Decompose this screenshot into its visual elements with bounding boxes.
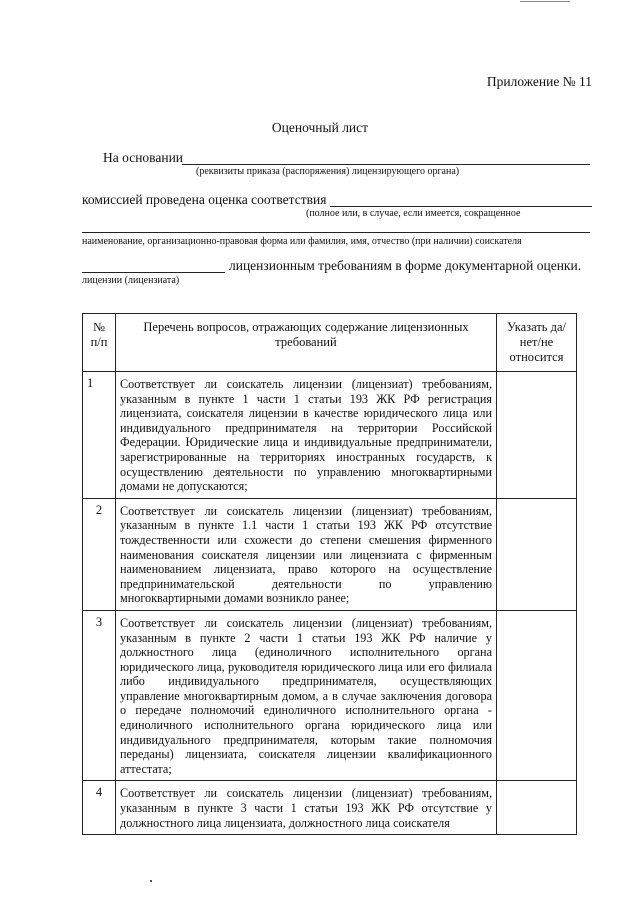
row-answer-cell[interactable] (497, 372, 577, 499)
document-title: Оценочный лист (271, 120, 369, 135)
commission-underline (330, 206, 592, 207)
license-hint: лицензии (лицензиата) (82, 275, 180, 286)
name-underline (82, 232, 590, 233)
row-question-cell (116, 781, 497, 835)
header-question: Перечень вопросов, отражающих содержание лицензионных требований (116, 314, 497, 372)
header-num: № п/п (83, 314, 116, 372)
requirements-table (82, 313, 577, 835)
row-number: 4 (83, 781, 116, 835)
table-row (83, 781, 577, 835)
table-header-row (83, 314, 577, 372)
scan-dot (150, 880, 152, 882)
scan-mark (520, 0, 570, 2)
basis-prefix: На основании (103, 150, 184, 165)
basis-underline (182, 164, 590, 165)
commission-text: комиссией проведена оценка соответствия (82, 192, 327, 207)
row-question: Соответствует ли соискатель лицензии (лицензиат) требованиям, указанным в пункте 2 части 1 статьи 193 ЖК РФ наличие у должностного лица (единоличного исполнительного органа юридического лица, руководителя юридического лица или его филиала либо индивидуального предпринимателя, осуществляющих управление многоквартирным домом, а в случае заключения договора о передаче полномочий единоличного исполнительного органа - единоличного исполнительного органа юридического лица или индивидуального предпринимателя, которым такие полномочия переданы) лицензиата, соискателя лицензии квалификационного аттестата; (116, 610, 497, 781)
table-row (83, 610, 577, 781)
table-row (83, 372, 577, 499)
row-number: 1 (83, 372, 116, 499)
header-answer: Указать да/нет/не относится (497, 314, 577, 372)
row-answer-cell[interactable] (497, 498, 577, 610)
name-hint: наименование, организационно-правовая форма или фамилия, имя, отчество (при наличии) соискателя (82, 236, 522, 247)
row-question: Соответствует ли соискатель лицензии (лицензиат) требованиям, указанным в пункте 1 части 1 статьи 193 ЖК РФ регистрация лицензиата, соискателя лицензии в качестве юридического лица или индивидуального предпринимателя на территории Российской Федерации. Юридические лица и индивидуальные предприниматели, зарегистрированные на территориях иностранных государств, к осуществлению деятельности по управлению многоквартирными домами не допускаются; (116, 372, 497, 499)
row-question: Соответствует ли соискатель лицензии (лицензиат) требованиям, указанным в пункте 3 части 1 статьи 193 ЖК РФ отсутствие у должностного лица лицензиата, должностного лица соискателя (120, 786, 492, 830)
row-question: Соответствует ли соискатель лицензии (лицензиат) требованиям, указанным в пункте 1.1 части 1 статьи 193 ЖК РФ отсутствие тождественности или схожести до степени смешения фирменного наименования соискателя лицензии или лицензиата с фирменным наименованием лицензиата, право которого на осуществление предпринимательской деятельности по управлению многоквартирными домами возникло ранее; (116, 498, 497, 610)
commission-hint: (полное или, в случае, если имеется, сокращенное (306, 208, 521, 219)
license-underline (82, 272, 225, 273)
row-number: 2 (83, 498, 116, 610)
appendix-label: Приложение № 11 (486, 74, 592, 89)
basis-hint: (реквизиты приказа (распоряжения) лицензирующего органа) (196, 166, 460, 177)
row-answer-cell[interactable] (497, 781, 577, 835)
table-row (83, 498, 577, 610)
license-text: лицензионным требованиям в форме документарной оценки. (229, 258, 582, 273)
row-answer-cell[interactable] (497, 610, 577, 781)
row-number: 3 (83, 610, 116, 781)
